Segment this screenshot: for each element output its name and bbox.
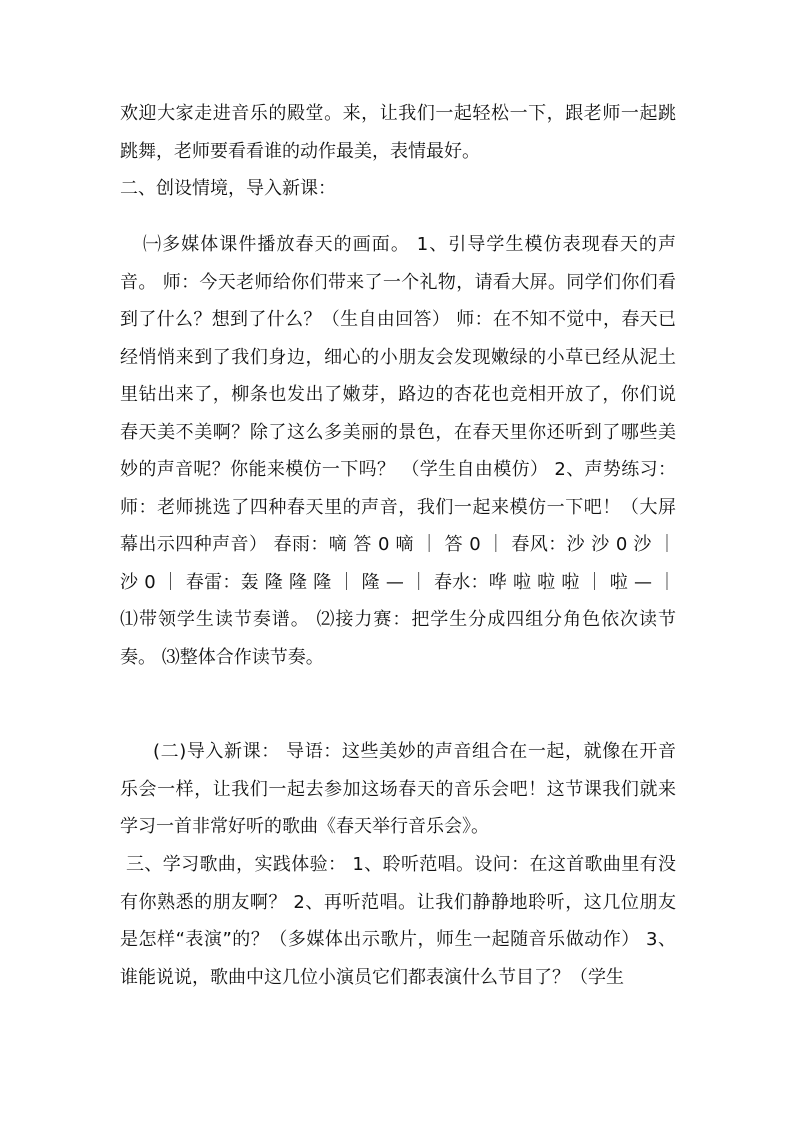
paragraph-learn-song: 三、学习歌曲，实践体验： 1、聆听范唱。设问：在这首歌曲里有没有你熟悉的朋友啊？ 2、再听范唱。让我们静静地聆听，这几位朋友是怎样“表演”的？（多媒体出示歌片，师生一起随音乐做动作） 3、谁能说说，歌曲中这几位小演员它们都表演什么节目了？（学生: [120, 854, 676, 988]
paragraph-introduce-new-lesson: (二)导入新课： 导语：这些美妙的声音组合在一起，就像在开音乐会一样，让我们一起去参加这场春天的音乐会吧！这节课我们就来学习一首非常好听的歌曲《春天举行音乐会》。: [120, 741, 676, 837]
paragraph-multimedia-spring: ㈠多媒体课件播放春天的画面。 1、引导学生模仿表现春天的声音。 师：今天老师给你们带来了一个礼物，请看大屏。同学们你们看到了什么？想到了什么？（生自由回答） 师：在不知不觉中，春天已经悄悄来到了我们身边，细心的小朋友会发现嫩绿的小草已经从泥土里钻出来了，柳条也发出了嫩芽，路边的杏花也竞相开放了，你们说春天美不美啊？除了这么多美丽的景色，在春天里你还听到了哪些美妙的声音呢？你能来模仿一下吗？ （学生自由模仿） 2、声势练习： 师：老师挑选了四种春天里的声音，我们一起来模仿一下吧！（大屏幕出示四种声音） 春雨：嘀 答 0 嘀 ｜ 答 0 ｜ 春风：沙 沙 0 沙 ｜ 沙 0 ｜ 春雷：轰 隆 隆 隆 ｜ 隆 — ｜ 春水：哗 啦 啦 啦 ｜ 啦 — ｜ ⑴带领学生读节奏谱。 ⑵接力赛：把学生分成四组分角色依次读节奏。 ⑶整体合作读节奏。: [120, 234, 676, 668]
paragraph-welcome: 欢迎大家走进音乐的殿堂。来，让我们一起轻松一下，跟老师一起跳跳舞，老师要看看谁的动作最美，表情最好。: [120, 103, 676, 162]
section-heading-create-scene: 二、创设情境，导入新课：: [120, 178, 336, 199]
